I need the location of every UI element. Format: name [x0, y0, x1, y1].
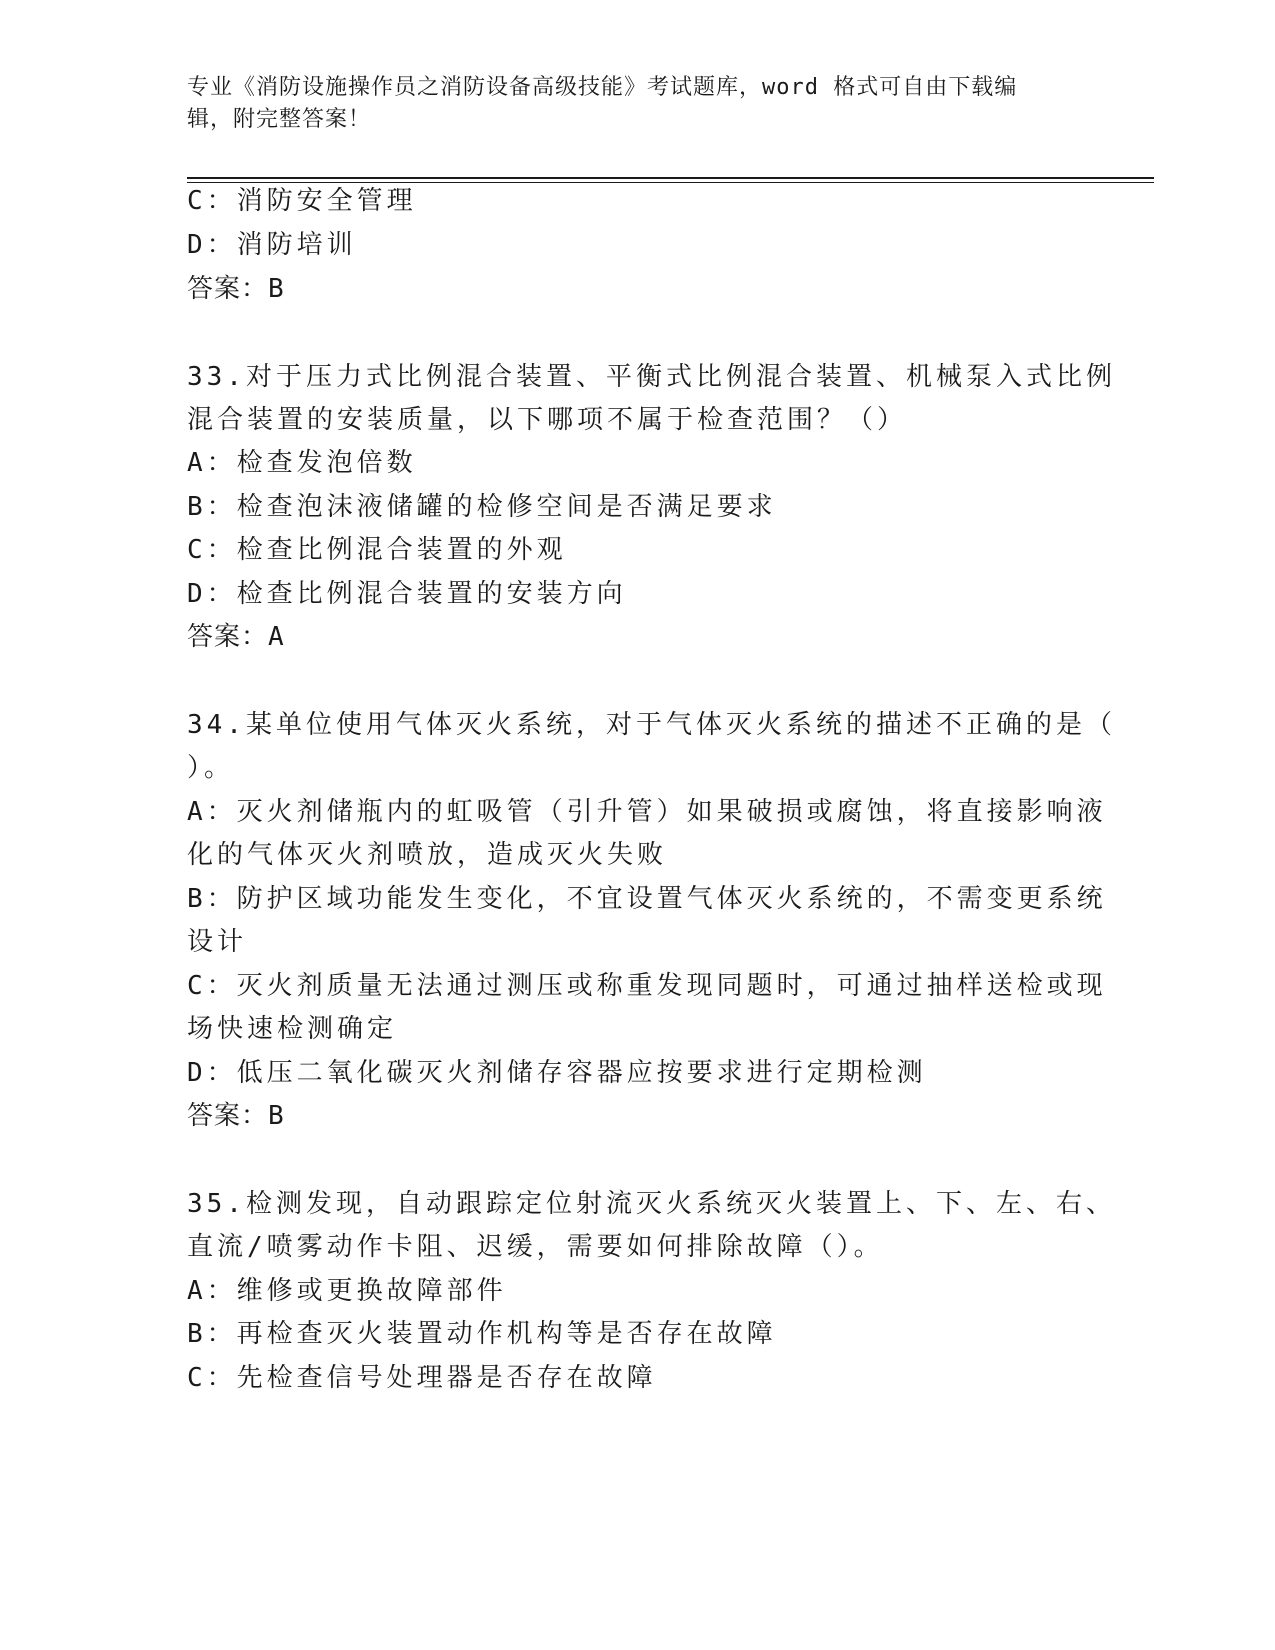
header-line-1: 专业《消防设施操作员之消防设备高级技能》考试题库，word 格式可自由下载编	[187, 75, 1018, 100]
option-text: A：灭火剂储瓶内的虹吸管（引升管）如果破损或腐蚀，将直接影响液	[187, 797, 1107, 827]
option-text: D：检查比例混合装置的安装方向	[187, 579, 627, 609]
option-text: D：消防培训	[187, 230, 357, 260]
option-text: C：检查比例混合装置的外观	[187, 535, 567, 565]
option-text: 场快速检测确定	[187, 1014, 398, 1044]
header-rule-thick	[187, 177, 1154, 179]
question-text: 33.对于压力式比例混合装置、平衡式比例混合装置、机械泵入式比例	[187, 362, 1116, 392]
option-text: C：消防安全管理	[187, 186, 417, 216]
option-text: B：检查泡沫液储罐的检修空间是否满足要求	[187, 492, 777, 522]
answer-text: 答案：B	[187, 274, 285, 304]
question-text: 直流/喷雾动作卡阻、迟缓，需要如何排除故障（）。	[187, 1232, 884, 1262]
option-text: 设计	[187, 927, 248, 957]
answer-text: 答案：A	[187, 622, 285, 652]
option-text: 化的气体灭火剂喷放，造成灭火失败	[187, 840, 668, 870]
answer-text: 答案：B	[187, 1101, 285, 1131]
header-line-2: 辑，附完整答案！	[187, 107, 372, 132]
option-text: A：检查发泡倍数	[187, 448, 417, 478]
question-text: 35.检测发现，自动跟踪定位射流灭火系统灭火装置上、下、左、右、	[187, 1189, 1116, 1219]
option-text: C：灭火剂质量无法通过测压或称重发现同题时，可通过抽样送检或现	[187, 971, 1107, 1001]
option-text: D：低压二氧化碳灭火剂储存容器应按要求进行定期检测	[187, 1058, 927, 1088]
option-text: C：先检查信号处理器是否存在故障	[187, 1363, 657, 1393]
question-text: ）。	[187, 753, 235, 783]
option-text: A：维修或更换故障部件	[187, 1276, 507, 1306]
question-text: 34.某单位使用气体灭火系统，对于气体灭火系统的描述不正确的是（	[187, 710, 1116, 740]
document-header	[187, 72, 1077, 136]
header-rule-thin	[187, 182, 1154, 183]
option-text: B：再检查灭火装置动作机构等是否存在故障	[187, 1319, 777, 1349]
option-text: B：防护区域功能发生变化，不宜设置气体灭火系统的，不需变更系统	[187, 884, 1107, 914]
question-text: 混合装置的安装质量，以下哪项不属于检查范围？（）	[187, 405, 908, 435]
